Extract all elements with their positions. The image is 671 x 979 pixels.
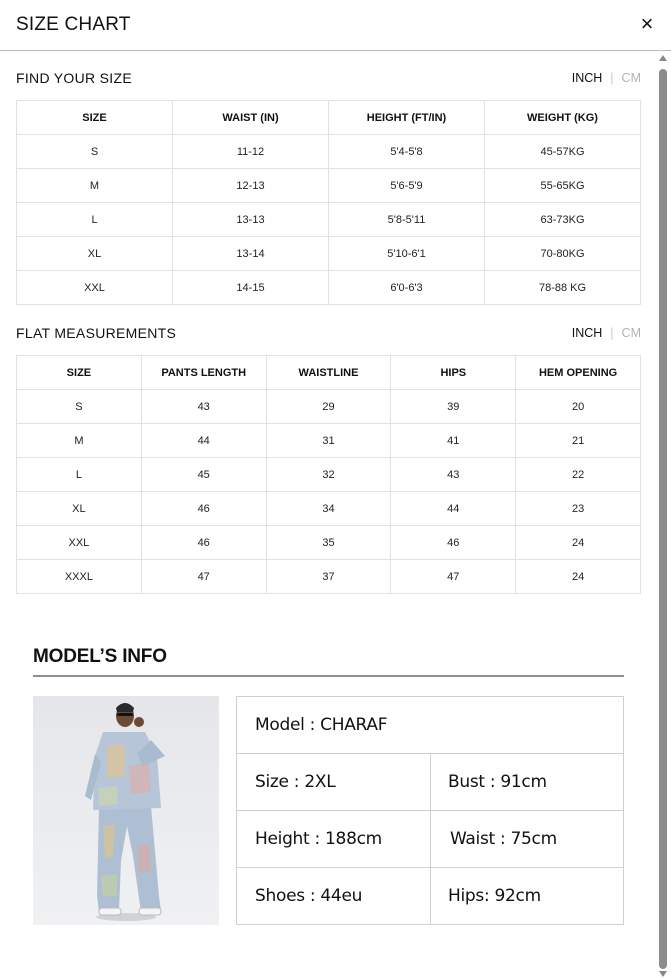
table-cell: 14-15 <box>173 271 329 305</box>
modal-header <box>0 0 671 51</box>
model-height: Height : 188cm <box>255 829 382 849</box>
find-your-size-table <box>16 100 641 305</box>
table-row <box>17 169 641 203</box>
model-name: Model : CHARAF <box>255 715 388 735</box>
table-row <box>17 526 641 560</box>
unit-cm-button[interactable]: CM <box>621 326 641 340</box>
model-bust: Bust : 91cm <box>448 772 547 792</box>
table-row <box>17 390 641 424</box>
table-cell: 37 <box>266 560 391 594</box>
table-row <box>17 271 641 305</box>
unit-inch-button[interactable]: INCH <box>571 326 603 340</box>
table-cell: 45 <box>141 458 266 492</box>
flat-measurements-title: FLAT MEASUREMENTS <box>16 325 177 341</box>
table-cell: S <box>17 135 173 169</box>
table-cell: XL <box>17 492 142 526</box>
table-cell: S <box>17 390 142 424</box>
table-cell: 47 <box>391 560 516 594</box>
table-cell: 21 <box>516 424 641 458</box>
table-cell: 70-80KG <box>485 237 641 271</box>
table-cell: 13-14 <box>173 237 329 271</box>
table-row <box>17 458 641 492</box>
close-icon[interactable]: × <box>640 11 654 36</box>
table-cell: 29 <box>266 390 391 424</box>
table-cell: 20 <box>516 390 641 424</box>
table-cell: 5'10-6'1 <box>329 237 485 271</box>
unit-cm-button[interactable]: CM <box>621 71 641 85</box>
table-cell: 46 <box>391 526 516 560</box>
model-waist: Waist : 75cm <box>450 829 557 849</box>
flat-measurements-unit-toggle <box>572 326 641 340</box>
table-cell: 23 <box>516 492 641 526</box>
scrollbar-thumb[interactable] <box>659 69 667 969</box>
column-header: HEM OPENING <box>516 356 641 390</box>
column-header: SIZE <box>17 356 142 390</box>
column-header: HIPS <box>391 356 516 390</box>
column-header: HEIGHT (FT/IN) <box>329 101 485 135</box>
table-cell: 47 <box>141 560 266 594</box>
scroll-up-arrow-icon[interactable] <box>659 55 667 61</box>
table-cell: 24 <box>516 526 641 560</box>
table-cell: 11-12 <box>173 135 329 169</box>
table-cell: XXL <box>17 526 142 560</box>
table-cell: 41 <box>391 424 516 458</box>
table-cell: XL <box>17 237 173 271</box>
model-figure-image <box>33 696 219 925</box>
table-cell: 12-13 <box>173 169 329 203</box>
model-info-divider <box>33 675 624 677</box>
table-row <box>17 237 641 271</box>
table-cell: 13-13 <box>173 203 329 237</box>
table-cell: 44 <box>391 492 516 526</box>
table-cell: 34 <box>266 492 391 526</box>
table-cell: XXXL <box>17 560 142 594</box>
model-photo <box>33 696 219 925</box>
column-header: WAIST (IN) <box>173 101 329 135</box>
table-cell: 45-57KG <box>485 135 641 169</box>
table-cell: 44 <box>141 424 266 458</box>
model-shoes: Shoes : 44eu <box>255 886 363 906</box>
table-row <box>17 424 641 458</box>
unit-inch-button[interactable]: INCH <box>571 71 603 85</box>
model-info-column-divider <box>430 754 431 925</box>
table-cell: 22 <box>516 458 641 492</box>
table-cell: M <box>17 169 173 203</box>
table-cell: 39 <box>391 390 516 424</box>
scrollbar[interactable] <box>657 55 669 979</box>
table-cell: 43 <box>141 390 266 424</box>
table-cell: L <box>17 203 173 237</box>
table-cell: 35 <box>266 526 391 560</box>
table-cell: 5'4-5'8 <box>329 135 485 169</box>
table-cell: XXL <box>17 271 173 305</box>
table-row <box>17 492 641 526</box>
column-header: PANTS LENGTH <box>141 356 266 390</box>
model-info-table <box>236 696 624 925</box>
column-header: WEIGHT (KG) <box>485 101 641 135</box>
table-cell: 78-88 KG <box>485 271 641 305</box>
table-cell: 55-65KG <box>485 169 641 203</box>
table-cell: 46 <box>141 492 266 526</box>
table-cell: L <box>17 458 142 492</box>
model-info-row <box>237 697 623 754</box>
column-header: SIZE <box>17 101 173 135</box>
model-info-title: MODEL’S INFO <box>33 646 167 667</box>
column-header: WAISTLINE <box>266 356 391 390</box>
table-row <box>17 560 641 594</box>
model-size: Size : 2XL <box>255 772 336 792</box>
table-cell: 24 <box>516 560 641 594</box>
table-cell: M <box>17 424 142 458</box>
find-your-size-unit-toggle <box>572 71 641 85</box>
table-cell: 5'8-5'11 <box>329 203 485 237</box>
table-cell: 6'0-6'3 <box>329 271 485 305</box>
unit-separator: | <box>610 71 614 85</box>
table-row <box>17 135 641 169</box>
table-cell: 5'6-5'9 <box>329 169 485 203</box>
unit-separator: | <box>610 326 614 340</box>
model-hips: Hips: 92cm <box>448 886 541 906</box>
table-cell: 46 <box>141 526 266 560</box>
table-cell: 31 <box>266 424 391 458</box>
table-cell: 32 <box>266 458 391 492</box>
scroll-down-arrow-icon[interactable] <box>659 971 667 977</box>
find-your-size-title: FIND YOUR SIZE <box>16 70 132 86</box>
table-cell: 63-73KG <box>485 203 641 237</box>
modal-title: SIZE CHART <box>16 14 131 35</box>
table-row <box>17 203 641 237</box>
table-cell: 43 <box>391 458 516 492</box>
flat-measurements-table <box>16 355 641 594</box>
